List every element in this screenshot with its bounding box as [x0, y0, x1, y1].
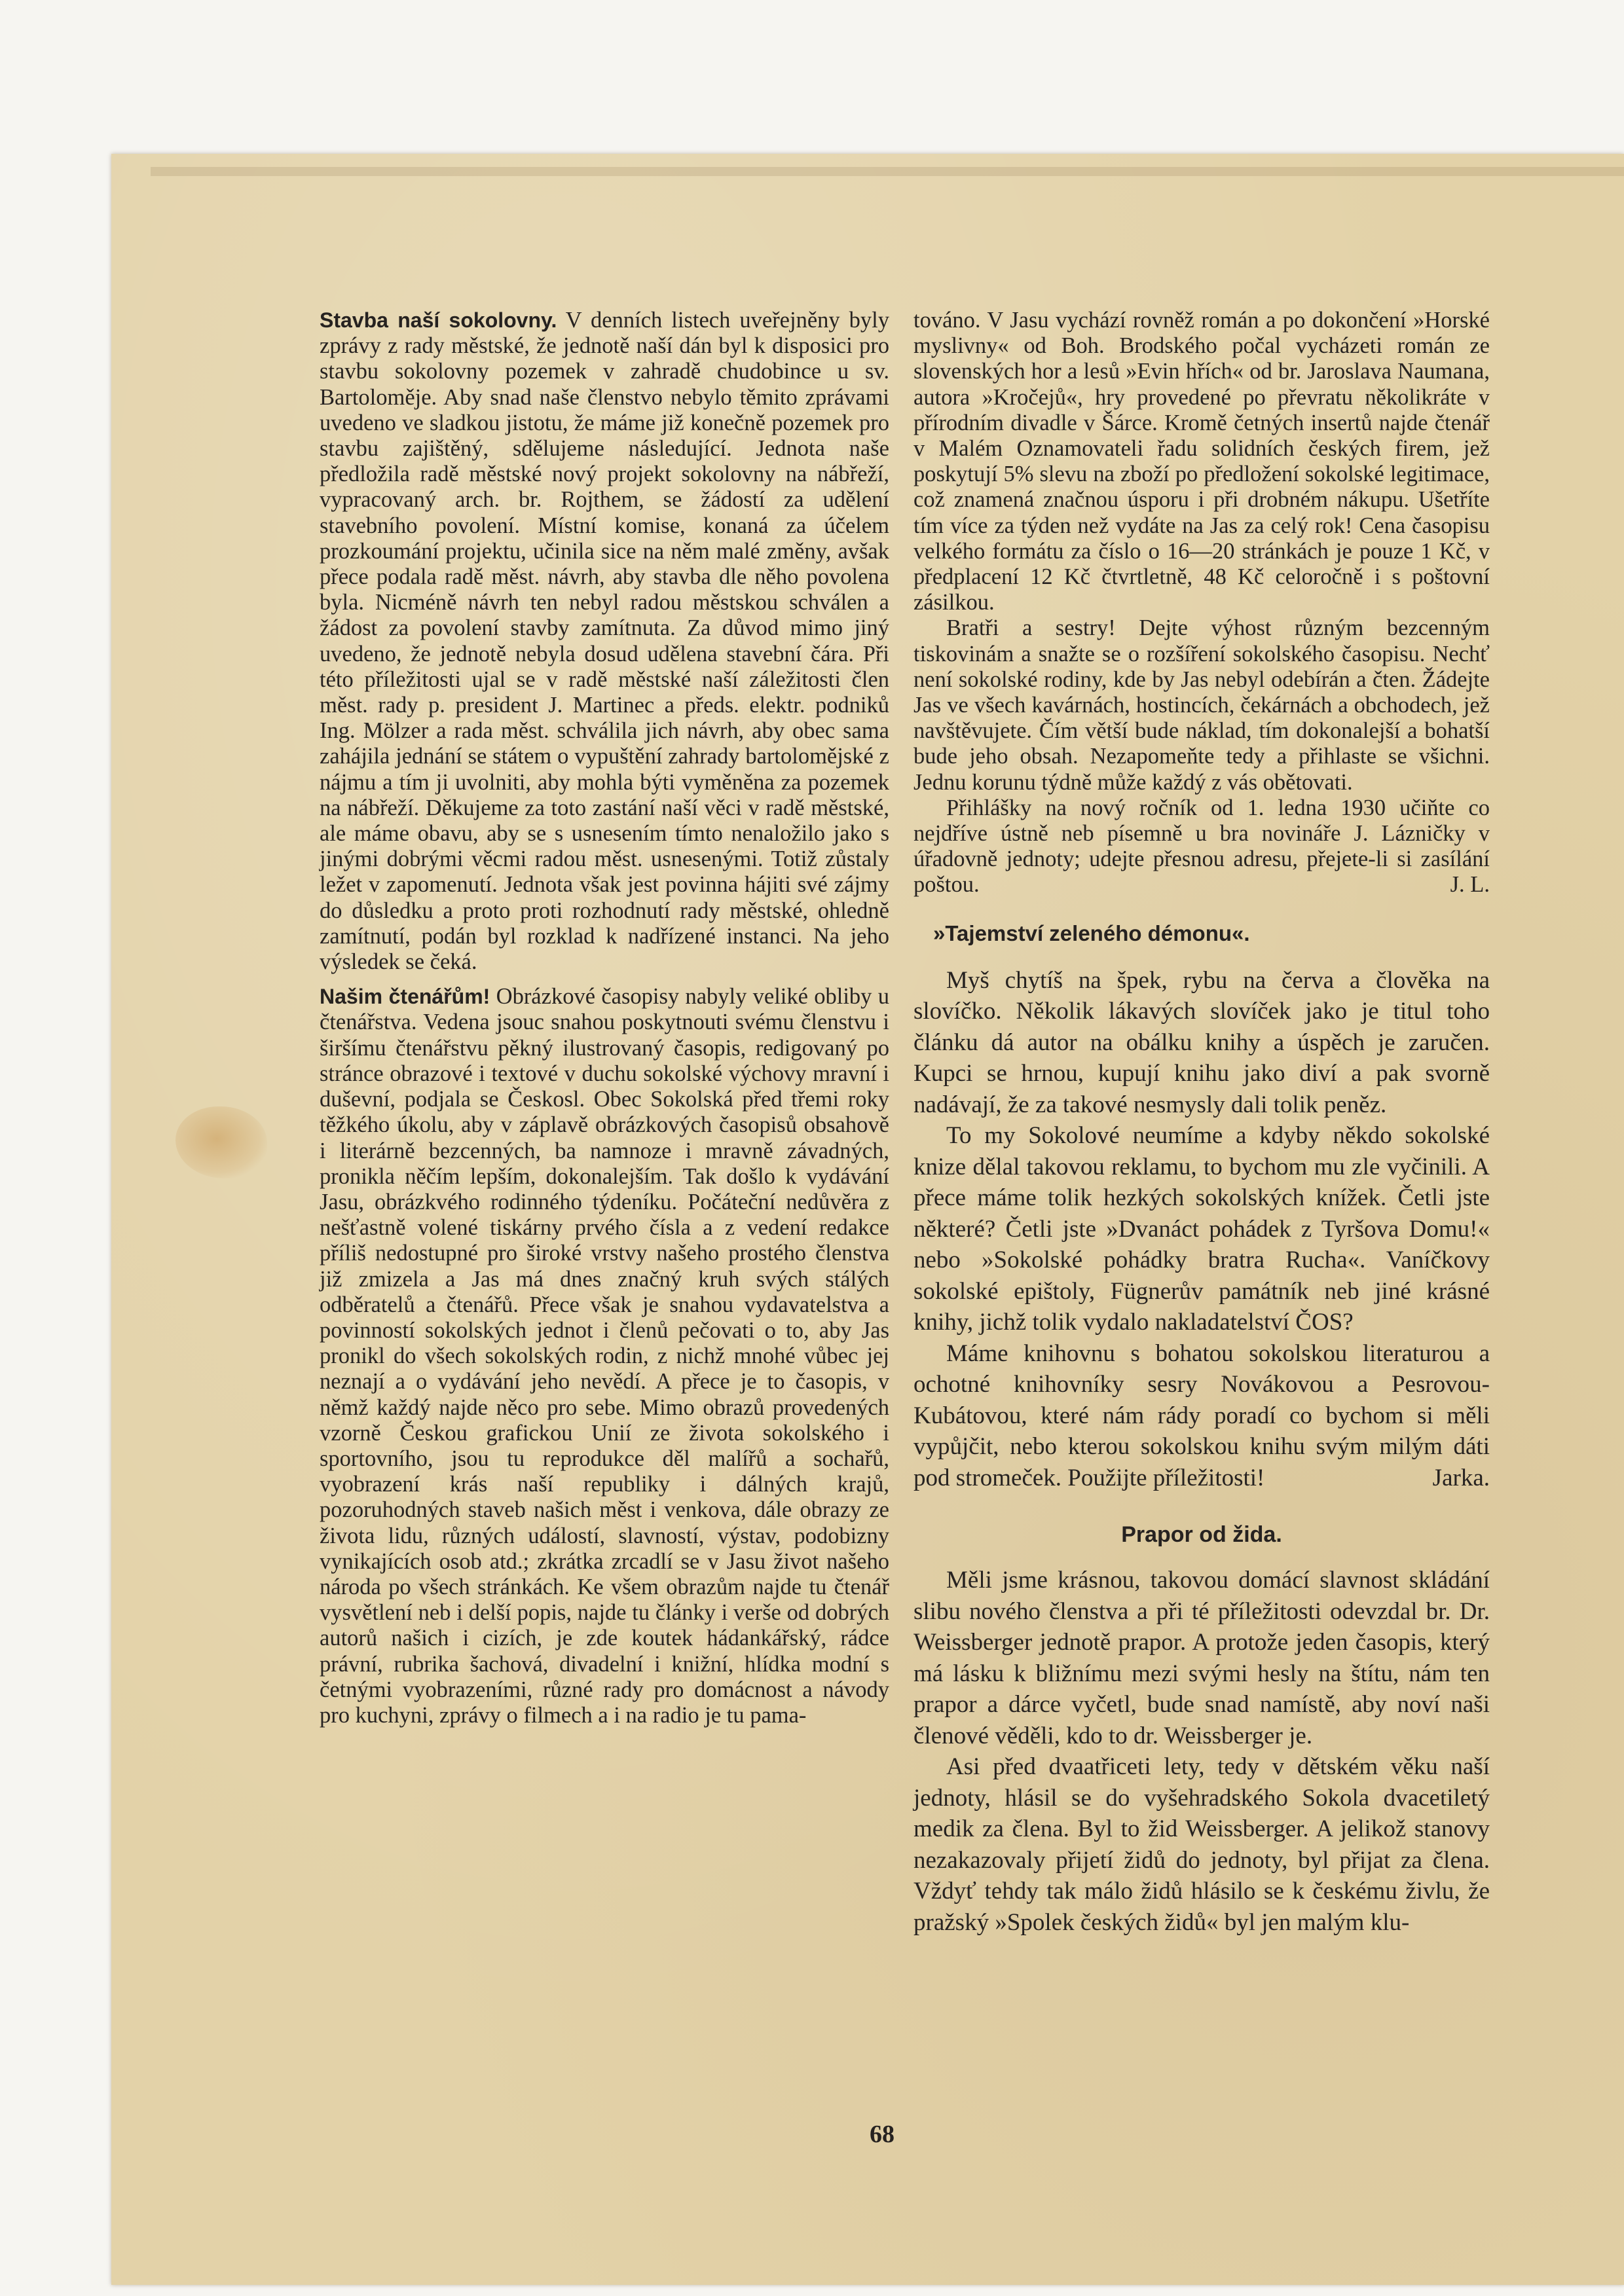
page-number: 68: [870, 2121, 895, 2148]
article-continuation: továno. V Jasu vychází rovněž román a po dokončení »Horské myslivny« od Boh. Brodského počal vycházeti román ze slovenských hor a lesů »Evin hřích« od br. Jaroslava Naumana, autora »Kročejů«, hry provedené po převratu několikráte v přírodním divadle v Šárce. Kromě četných insertů najde čtenář v Malém Oznamovateli řadu solidních českých firem, jež poskytují 5% slevu na zboží po předložení sokolské legitimace, což znamená značnou úsporu i při drobném nákupu. Ušetříte tím více za týden než vydáte na Jas za celý rok! Cena časopisu velkého formátu za číslo o 16—20 stránkách je pouze 1 Kč, v předplacení 12 Kč čtvrtletně, 48 Kč celoročně i s poštovní zásilkou.: [913, 308, 1490, 615]
author-signature: J. L.: [1450, 872, 1490, 898]
article-tajemstvi: [913, 965, 1490, 1494]
appeal-paragraph: Bratři a sestry! Dejte výhost různým bezcenným tiskovinám a snažte se o rozšíření sokolského časopisu. Nechť není sokolské rodiny, kde by Jas nebyl odebírán a čten. Žádejte Jas ve všech kavárnách, hostincích, čekárnách a obchodech, jež navštěvujete. Čím větší bude náklad, tím dokonalejší a bohatší bude jeho obsah. Nezapomeňte tedy a přihlaste se všichni. Jednu korunu týdně může každý z vás obětovati.: [913, 615, 1490, 795]
article-lead: Stavba naší sokolovny.: [320, 308, 557, 332]
article-body: Obrázkové časopisy nabyly veliké obliby u čtenářstva. Vedena jsouc snahou poskytnouti svému členstvu i širšímu čtenářstvu pěkný ilustrovaný časopis, redigovaný po stránce obrazové i textové v duchu sokolské výchovy mravní i duševní, podjala se Českosl. Obec Sokolská před třemi roky těžkého úkolu, aby v záplavě obrázkových časopisů obsahově i literárně bezcenných, ba namnoze i mravně závadných, pronikla něčím lepším, dokonalejším. Tak došlo k vydávání Jasu, obrázkvého rodinného týdeníku. Počáteční nedůvěra z nešťastně volené tiskárny prvého čísla a z vedení redakce příliš nedostupné pro široké vrstvy našeho prostého členstva již zmizela a Jas má dnes značný kruh svých stálých odběratelů a čtenářů. Přece však je snahou vydavatelstva a povinností sokolských jednot i členů pečovati o to, aby Jas pronikl do všech sokolských rodin, z nichž mnohé vůbec jej neznají a o vydávání jeho nevědí. A přece je to časopis, v němž každý najde něco pro sebe. Mimo obrazů provedených vzorně Českou grafickou Unií ze života sokolského i sportovního, jsou tu reprodukce děl malířů a sochařů, vyobrazení krás naší republiky i dálných krajů, pozoruhodných staveb našich měst i venkova, dále obrazy ze života lidu, různých událostí, slavností, výstav, podobizny vynikajících osob atd.; zkrátka zrcadlí se v Jasu život našeho národa po všech stránkách. Ke všem obrazům najde tu čtenář vysvětlení neb i delší popis, najde tu články i verše od dobrých autorů našich i cizích, je zde koutek hádankářský, rádce právní, rubrika šachová, divadelní i knižní, hlídka modní s četnými vyobrazeními, různé rady pro domácnost a návody pro kuchyni, zprávy o filmech a i na radio je tu pama-: [320, 984, 890, 1728]
registration-text: Přihlášky na nový ročník od 1. ledna 1930 učiňte co nejdříve ústně neb písemně u bra novináře J. Lázničky v úřadovně jednoty; udejte přesnou adresu, přejete-li si zasílání poštou.: [913, 795, 1490, 898]
story-paragraph: To my Sokolové neumíme a kdyby někdo sokolské knize dělal takovou reklamu, to bychom mu zle vyčinili. A přece máme tolik hezkých sokolských knížek. Četli jste některé? Četli jste »Dvanáct pohádek z Tyršova Domu!« nebo »Sokolské pohádky bratra Rucha«. Vaníčkovy sokolské epištoly, Fügnerův památník neb jiné krásné knihy, jichž tolik vydalo nakladatelství ČOS?: [913, 1122, 1490, 1336]
article-stavba-sokolovny: [320, 308, 889, 975]
article-heading-tajemstvi: »Tajemství zeleného démonu«.: [933, 920, 1250, 945]
left-column: [320, 308, 889, 1728]
article-heading-prapor: Prapor od žida.: [1121, 1522, 1282, 1548]
registration-paragraph: [913, 795, 1490, 898]
article-body: V denních listech uveřejněny byly zprávy z rady městské, že jednotě naší dán byl k disposici pro stavbu sokolovny pozemek v zahradě chudobince u sv. Bartoloměje. Aby snad naše členstvo nebylo těmito zprávami uvedeno ve sladkou jistotu, že máme již konečně pozemek pro stavbu zajištěný, sdělujeme následující. Jednota naše předložila radě městské nový projekt sokolovny na nábřeží, vypracovaný arch. br. Rojthem, se žádostí za udělení stavebního povolení. Místní komise, konaná za účelem prozkoumání projektu, učinila sice na něm malé změny, avšak přece podala radě měst. návrh, aby stavba dle něho povolena byla. Nicméně návrh ten nebyl radou městskou schválen a žádost za povolení stavby zamítnuta. Za důvod mimo jiný uvedeno, že jednotě nebyla dosud udělena stavební čára. Při této příležitosti ujal se v radě městské naší záležitosti člen měst. rady p. president J. Martinec a předs. elektr. podniků Ing. Mölzer a rada měst. schválila jich návrh, aby obec sama zahájila jednání se státem o vypuštění zahrady bartolomějské z nájmu a tím ji uvolniti, aby mohla býti vyměněna za pozemek na nábřeží. Děkujeme za toto zastání naší věci v radě městské, ale máme obavu, aby se s usnesením tímto nenaložilo jako s jinými dobrými věcmi radou měst. usnesenými. Totiž zůstaly ležet v zapomenutí. Jednota však jest povinna hájiti své zájmy do důsledku a proto proti rozhodnutí rady městské, ohledně zamítnutí, podán byl rozklad k nadřízené instanci. Na jeho výsledek se čeká.: [320, 308, 889, 975]
flag-paragraph: Asi před dvaatřiceti lety, tedy v dětském věku naší jednoty, hlásil se do vyšehradského Sokola dvacetiletý medik za člena. Byl to žid Weissberger. A jelikož stanovy nezakazovaly přijetí židů do jednoty, byl přijat za člena. Vždyť tehdy tak málo židů hlásilo se k českému živlu, že pražský »Spolek českých židů« byl jen malým klu-: [913, 1753, 1490, 1936]
author-signature: Jarka.: [1432, 1464, 1490, 1491]
story-paragraph: Myš chytíš na špek, rybu na červa a člověka na slovíčko. Několik lákavých slovíček jako je titul toho článku dá autor na obálku knihy a úspěch je zaručen. Kupci se hrnou, kupují knihu jako diví a pak svorně nadávají, že za takové nesmysly dali tolik peněz.: [913, 966, 1490, 1118]
article-nasim-ctenarum: [320, 984, 889, 1728]
article-prapor: [913, 1565, 1490, 1938]
story-text: Máme knihovnu s bohatou sokolskou literaturou a ochotné knihovníky sesry Novákovou a Pesrovou-Kubátovou, které nám rády poradí co bychom si měli vypůjčit, nebo kterou sokolskou knihu svým milým dáti pod stromeček. Použijte příležitosti!: [913, 1339, 1490, 1491]
right-column: [913, 308, 1490, 1938]
paper-fold-shadow: [151, 167, 1624, 176]
story-paragraph: [913, 1338, 1490, 1494]
flag-paragraph: Měli jsme krásnou, takovou domácí slavnost skládání slibu nového členstva a při té příležitosti odevzdal br. Dr. Weissberger jednotě prapor. A protože jeden časopis, který má lásku k bližnímu mezi svými hesly na štítu, nám ten prapor a dárce vyčetl, bude snad namístě, aby noví naši členové věděli, kdo to dr. Weissberger je.: [913, 1567, 1490, 1749]
article-lead: Našim čtenářům!: [320, 985, 490, 1009]
